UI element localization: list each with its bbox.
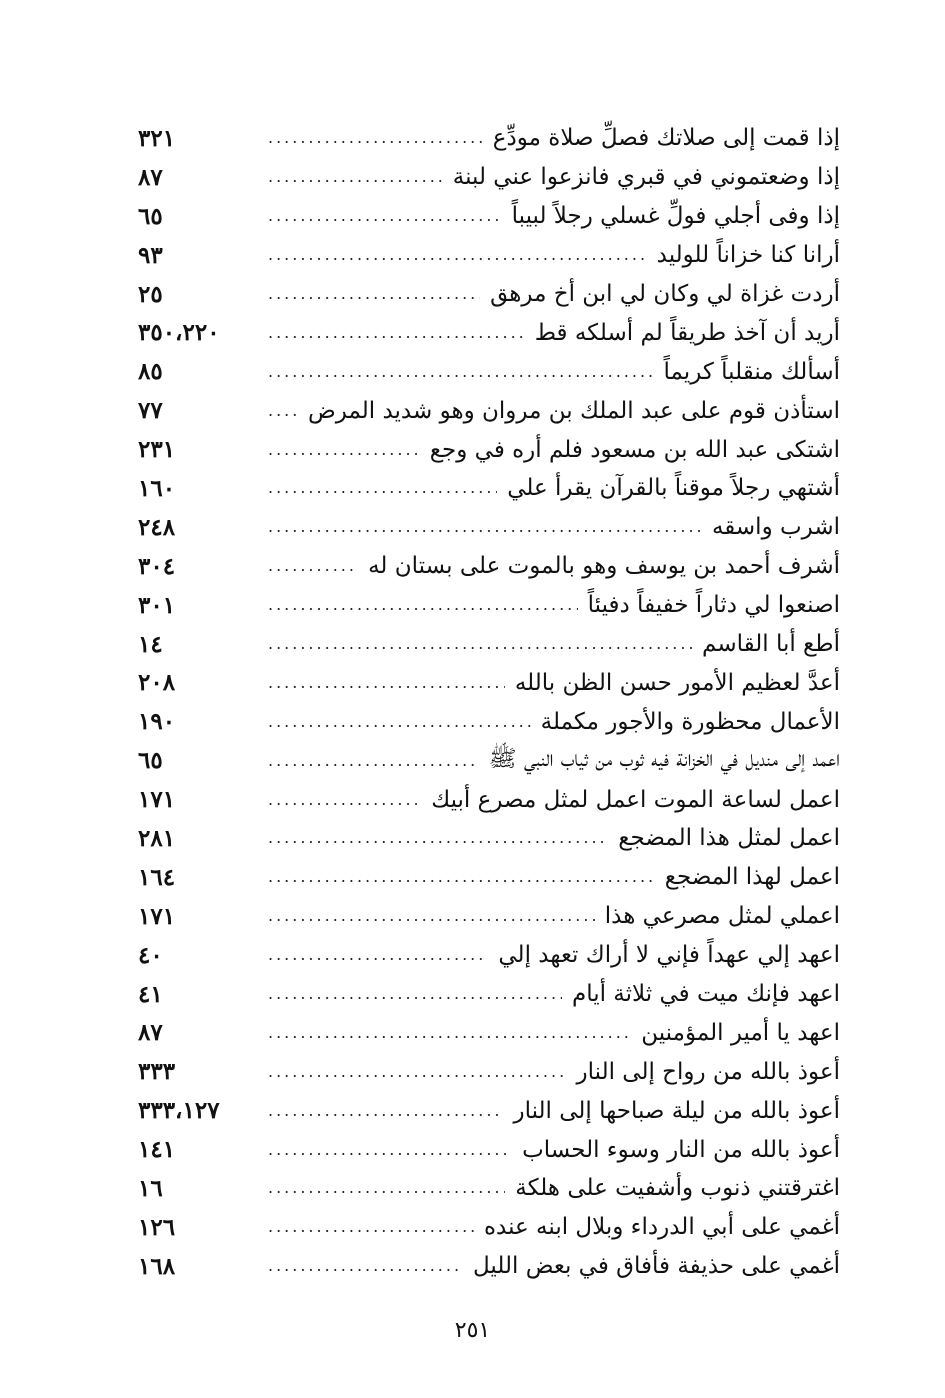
index-entry [130,1013,840,1052]
index-entry [130,1091,840,1130]
entry-pages: ١٤١ [138,1136,176,1164]
index-entry [130,1052,840,1091]
index-entry [130,741,840,780]
entry-pages: ١٩٠ [138,708,176,736]
dot-leader [268,283,480,305]
entry-text: اعهد فإنك ميت في ثلاثة أيام [571,981,840,1008]
entry-pages: ١٢٦ [138,1213,176,1241]
entry-text: اشتكى عبد الله بن مسعود فلم أره في وجع [429,436,840,463]
dot-leader [268,1139,512,1161]
index-entry [130,1130,840,1169]
index-entry [130,352,840,391]
entry-pages: ٣٠١ [138,591,176,619]
entry-pages: ٨٥ [138,358,163,386]
index-entry [130,897,840,936]
entry-pages: ٣٢١ [138,124,176,152]
entry-text: اعمل لهذا المضجع [664,864,840,891]
index-entry [130,508,840,547]
index-entry [130,430,840,469]
entry-pages: ١٦٨ [138,1252,176,1280]
entry-text: اعملي لمثل مصرعي هذا [604,903,840,930]
dot-leader [268,594,578,616]
dot-leader [268,789,421,811]
index-entry [130,391,840,430]
entry-pages: ٣٥٠،٢٢٠ [138,319,220,347]
index-entry [130,275,840,314]
dot-leader [268,439,420,461]
dot-leader [268,166,443,188]
index-entry [130,975,840,1014]
dot-leader [268,477,497,499]
dot-leader [268,1177,505,1199]
entry-text: اعمد إلى منديل في الخزانة فيه ثوب من ثياب النبي ﷺ [488,745,840,772]
index-entry [130,663,840,702]
index-entry [130,469,840,508]
dot-leader [268,1216,474,1238]
dot-leader [268,750,479,772]
index-entry [130,1247,840,1286]
dot-leader [268,983,562,1005]
entry-pages: ١٦٠ [138,474,176,502]
entry-text: أعوذ بالله من رواح إلى النار [576,1058,840,1085]
index-entry [130,1169,840,1208]
entry-text: إذا وضعتموني في قبري فانزعوا عني لبنة [452,164,840,191]
entry-pages: ٦٥ [138,747,163,775]
dot-leader [268,361,654,383]
entry-pages: ٦٥ [138,202,163,230]
index-entry [130,780,840,819]
dot-leader [268,400,298,422]
page-number: ٢٥١ [454,1318,491,1343]
dot-leader [268,1100,503,1122]
entry-text: أردت غزاة لي وكان لي ابن أخ مرهق [490,281,840,307]
index-entry [130,313,840,352]
entry-pages: ٢٠٨ [138,669,176,697]
entry-text: أشرف أحمد بن يوسف وهو بالموت على بستان له [368,553,840,580]
dot-leader [268,555,358,577]
index-entry [130,936,840,975]
entry-text: أعوذ بالله من ليلة صباحها إلى النار [513,1097,840,1124]
dot-leader [268,1061,567,1083]
entry-pages: ٢٣١ [138,436,176,464]
entry-pages: ٧٧ [138,397,163,425]
entry-text: اعمل لساعة الموت اعمل لمثل مصرع أبيك [431,786,840,813]
index-entry [130,625,840,664]
index-entry [130,1208,840,1247]
dot-leader [268,944,488,966]
dot-leader [268,205,502,227]
entry-text: أغمي على حذيفة فأفاق في بعض الليل [473,1253,840,1280]
entry-text: اصنعوا لي دثاراً خفيفاً دفيئاً [587,592,840,619]
dot-leader [268,866,655,888]
dot-leader [268,516,702,538]
entry-pages: ٤٠ [138,941,163,969]
dot-leader [268,672,505,694]
entry-text: أعوذ بالله من النار وسوء الحساب [522,1136,840,1163]
entry-text: اغترقتني ذنوب وأشفيت على هلكة [515,1175,840,1202]
entry-pages: ٣٣٣ [138,1058,176,1086]
dot-leader [268,711,531,733]
entry-pages: ١٧١ [138,786,176,814]
dot-leader [268,244,647,266]
entry-text: الأعمال محظورة والأجور مكملة [540,708,840,735]
entry-pages: ٣٣٣،١٢٧ [138,1097,220,1125]
dot-leader [268,322,525,344]
index-entry [130,702,840,741]
entry-pages: ١٦٤ [138,863,176,891]
entry-text: إذا قمت إلى صلاتك فصلِّ صلاة مودِّع [492,125,840,152]
entry-pages: ١٦ [138,1174,163,1202]
entry-pages: ٤١ [138,980,163,1008]
dot-leader [268,127,483,149]
entry-text: اشرب واسقه [711,514,840,541]
entry-text: أشتهي رجلاً موقناً بالقرآن يقرأ علي [507,475,840,502]
index-entry [130,858,840,897]
entry-text: أغمي على أبي الدرداء وبلال ابنه عنده [483,1214,840,1241]
dot-leader [268,633,692,655]
index-entry [130,119,840,158]
dot-leader [268,905,595,927]
entry-pages: ١٧١ [138,902,176,930]
entry-text: استأذن قوم على عبد الملك بن مروان وهو شديد المرض [307,397,840,424]
entry-text: أسألك منقلباً كريماً [663,358,840,385]
entry-pages: ٨٧ [138,1019,163,1047]
entry-pages: ٢٤٨ [138,513,176,541]
index-entry [130,197,840,236]
entry-text: أريد أن آخذ طريقاً لم أسلكه قط [534,319,840,346]
dot-leader [268,827,608,849]
entry-text: اعهد إلي عهداً فإني لا أراك تعهد إلي [498,942,840,969]
entry-pages: ٢٨١ [138,824,176,852]
index-entry [130,236,840,275]
index-list [130,119,840,1286]
dot-leader [268,1255,463,1277]
entry-pages: ٢٥ [138,280,163,308]
entry-text: اعهد يا أمير المؤمنين [641,1019,840,1046]
entry-pages: ٨٧ [138,163,163,191]
index-entry [130,158,840,197]
entry-pages: ١٤ [138,630,163,658]
entry-text: أعدَّ لعظيم الأمور حسن الظن بالله [514,669,840,696]
entry-text: أرانا كنا خزاناً للوليد [656,242,840,269]
entry-pages: ٣٠٤ [138,552,176,580]
index-entry [130,586,840,625]
dot-leader [268,1022,631,1044]
entry-text: اعمل لمثل هذا المضجع [618,825,840,852]
entry-text: إذا وفى أجلي فولِّ غسلي رجلاً لبيباً [511,203,840,230]
entry-text: أطع أبا القاسم [702,631,840,658]
entry-pages: ٩٣ [138,241,163,269]
index-entry [130,547,840,586]
index-entry [130,819,840,858]
